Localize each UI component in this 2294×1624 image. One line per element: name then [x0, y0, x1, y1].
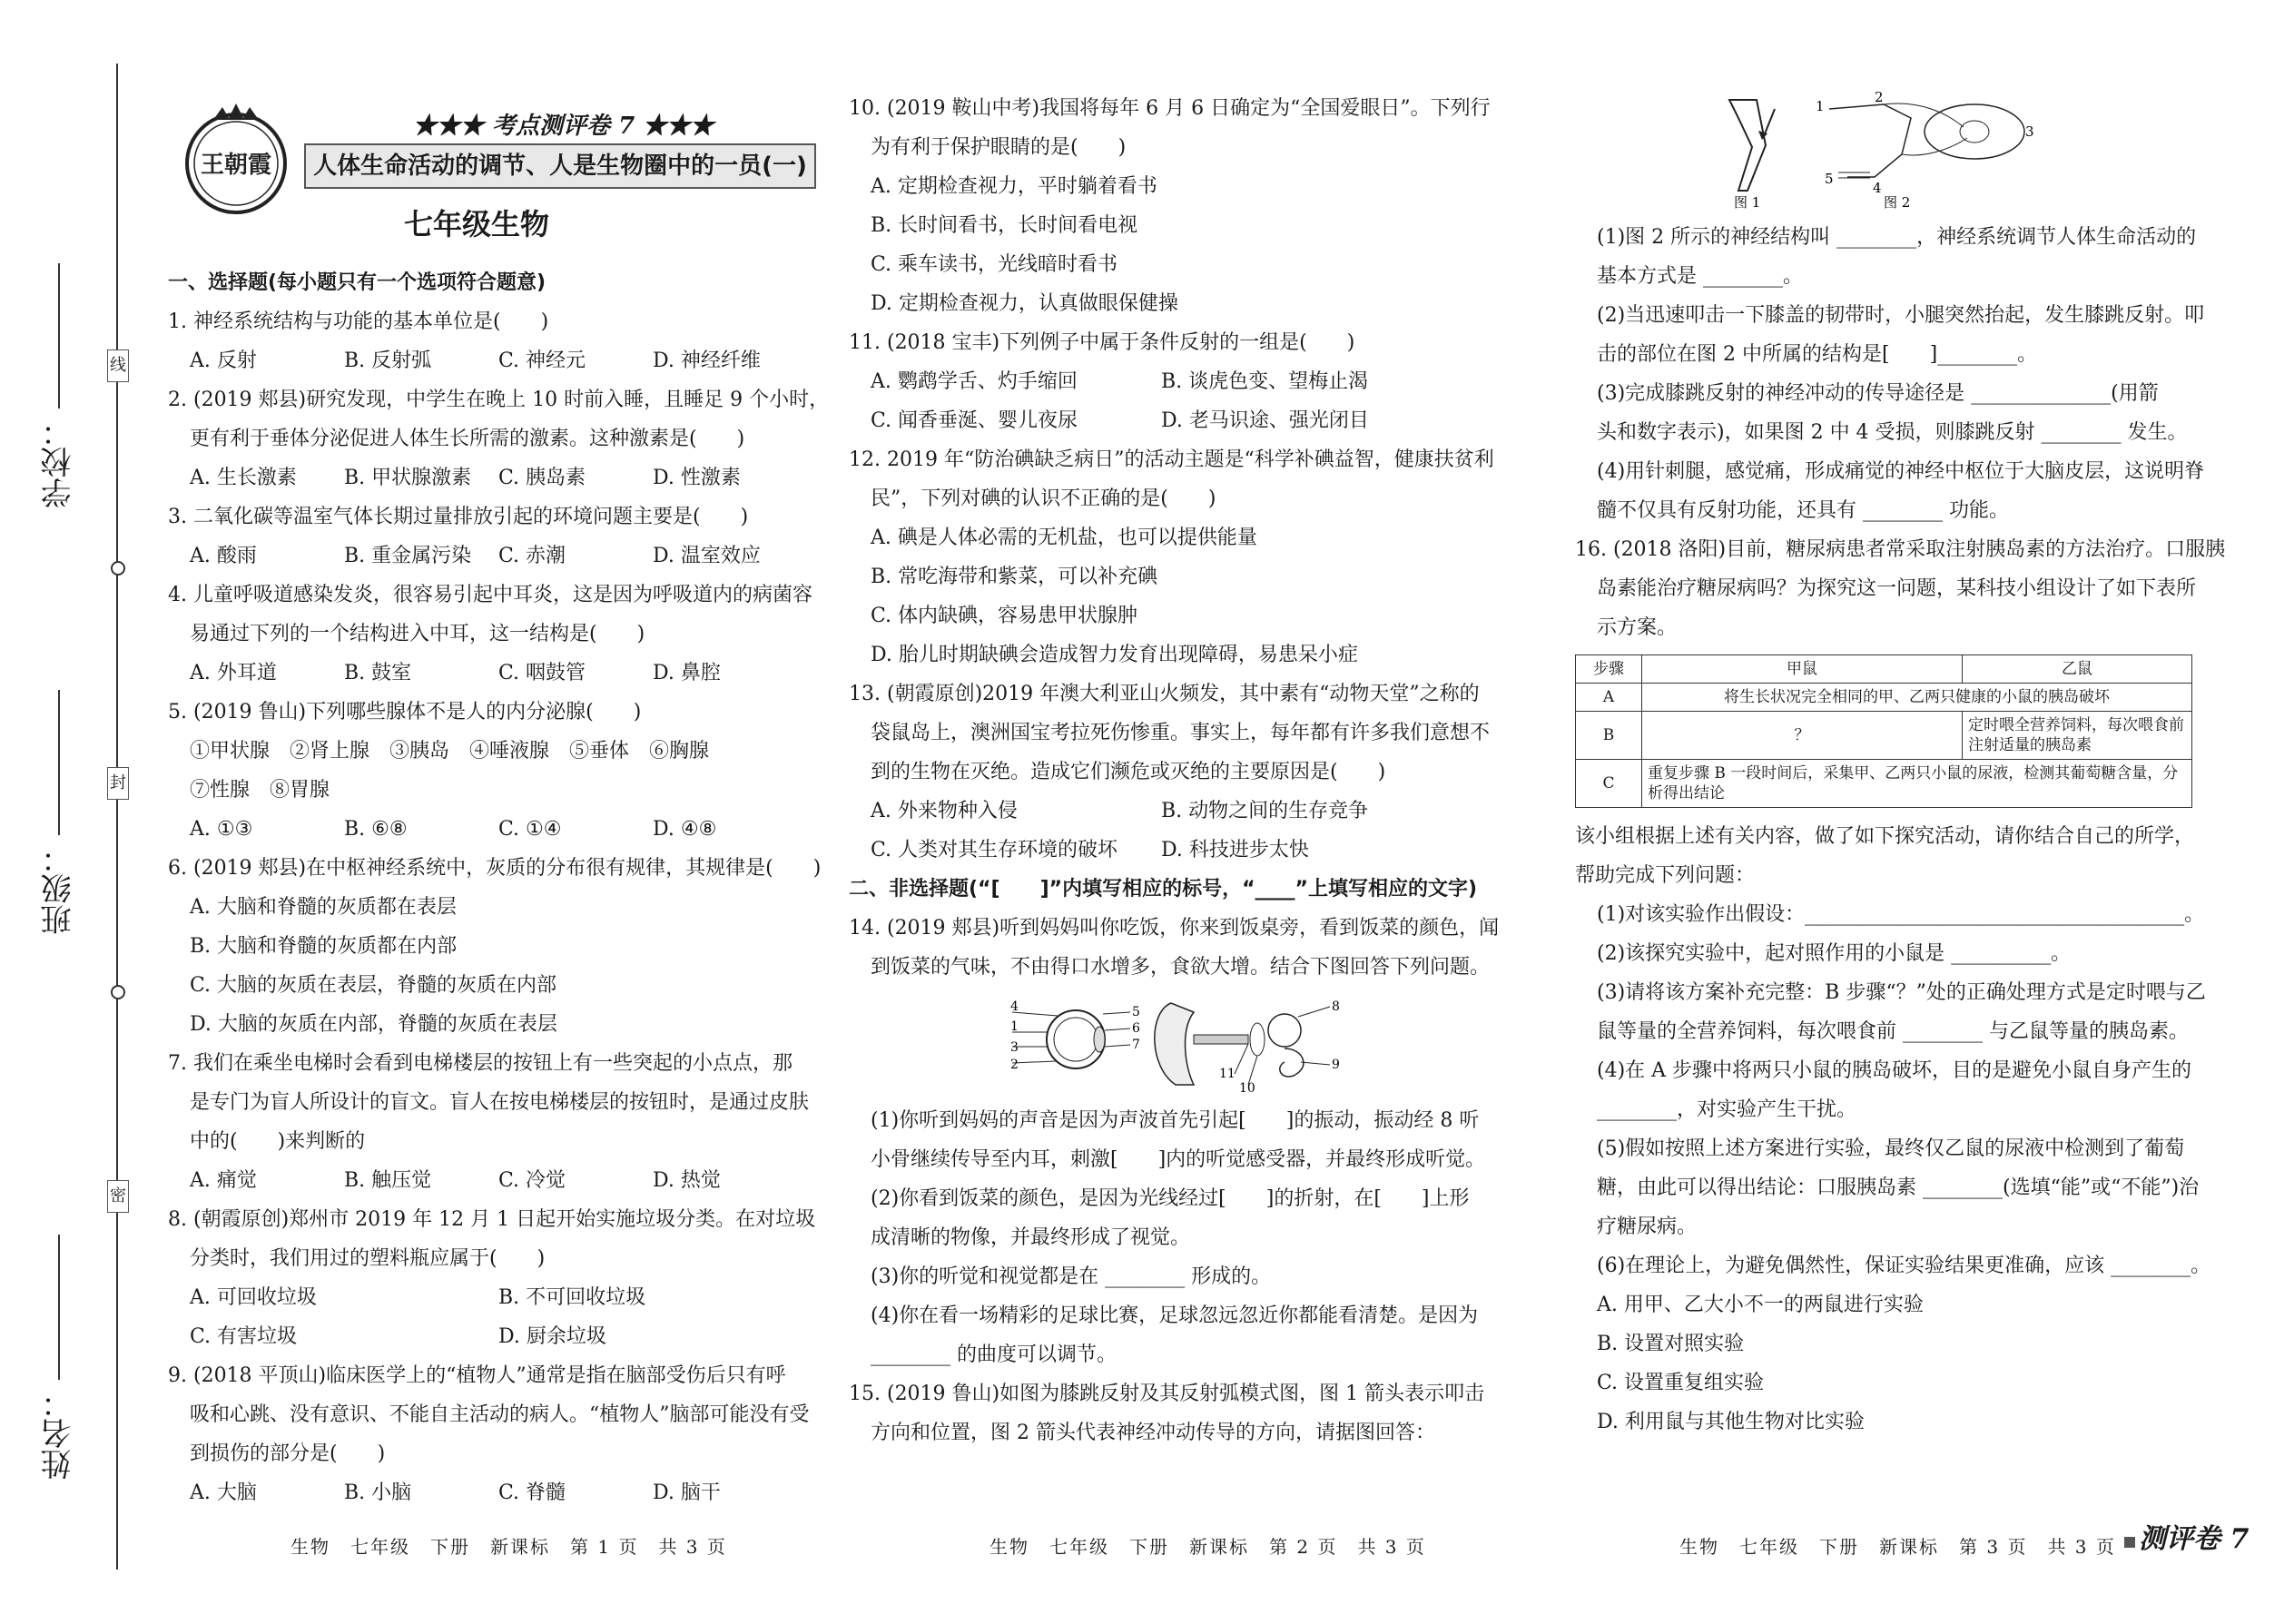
- option[interactable]: D. 神经纤维: [653, 349, 761, 372]
- reflex-label: 2: [1875, 89, 1884, 105]
- option[interactable]: C. 神经元: [498, 349, 586, 372]
- question-8-cont: 分类时，我们用过的塑料瓶应属于( ): [190, 1247, 546, 1270]
- option[interactable]: B. 谈虎色变、望梅止渴: [1161, 370, 1369, 393]
- question-13-options: [849, 792, 1511, 831]
- option[interactable]: B. 不可回收垃圾: [498, 1286, 646, 1309]
- table-row: [1576, 712, 2192, 760]
- question-16-part-4-cont: ________，对实验产生干扰。: [1597, 1098, 1857, 1121]
- option[interactable]: D. 性激素: [653, 467, 741, 489]
- table-cell: B: [1576, 712, 1642, 760]
- option[interactable]: C. 人类对其生存环境的破坏: [871, 839, 1118, 861]
- table-cell: A: [1576, 684, 1642, 712]
- question-10: 10. (2019 鞍山中考)我国将每年 6 月 6 日确定为“全国爱眼日”。下列行: [849, 97, 1491, 120]
- question-2: 2. (2019 郏县)研究发现，中学生在晚上 10 时前入睡，且睡足 9 个小时，: [168, 389, 830, 411]
- option[interactable]: C. 胰岛素: [498, 467, 586, 489]
- binding-hole: [111, 561, 125, 576]
- option[interactable]: D. 利用鼠与其他生物对比实验: [1597, 1411, 1865, 1433]
- option[interactable]: A. 碘是人体必需的无机盐，也可以提供能量: [871, 527, 1257, 549]
- question-13-options: [849, 831, 1511, 870]
- col1-body: [168, 263, 830, 1512]
- option[interactable]: B. 小脑: [344, 1481, 412, 1504]
- ear-label: 10: [1239, 1081, 1255, 1096]
- table-row: [1576, 684, 2192, 712]
- cut-word-xian: 线: [107, 349, 129, 382]
- question-8-options: [168, 1317, 822, 1356]
- table-cell: 重复步骤 B 一段时间后，采集甲、乙两只小鼠的尿液，检测其葡萄糖含量，分析得出结论: [1642, 760, 2192, 808]
- eye-label: 6: [1132, 1021, 1140, 1036]
- question-15-part-1-cont: 基本方式是 ________。: [1597, 265, 1803, 288]
- option[interactable]: B. 触压觉: [344, 1169, 432, 1192]
- binding-line: [116, 64, 118, 1570]
- option[interactable]: D. ④⑧: [653, 818, 717, 841]
- table-row: [1576, 760, 2192, 808]
- option[interactable]: B. 鼓室: [344, 662, 412, 684]
- question-9-options: [168, 1473, 822, 1512]
- class-line: [58, 690, 60, 835]
- question-5: 5. (2019 鲁山)下列哪些腺体不是人的内分泌腺( ): [168, 701, 642, 723]
- option[interactable]: A. 反射: [190, 349, 257, 372]
- question-9-cont: 到损伤的部分是( ): [190, 1442, 386, 1465]
- cut-word-mi: 密: [107, 1180, 129, 1213]
- option[interactable]: D. 脑干: [653, 1481, 721, 1504]
- option[interactable]: D. 厨余垃圾: [498, 1325, 606, 1348]
- question-14-part-4[interactable]: (4)你在看一场精彩的足球比赛，足球忽远忽近你都能看清楚。是因为: [871, 1304, 1479, 1327]
- fig-caption: 图 2: [1884, 194, 1911, 211]
- section-2-heading: 二、非选择题(“[ ]”内填写相应的标号，“____”上填写相应的文字): [849, 878, 1478, 901]
- question-12: 12. 2019 年“防治碘缺乏病日”的活动主题是“科学补碘益智，健康扶贫利: [849, 448, 1494, 471]
- eye-ear-diagram: [1012, 994, 1375, 1094]
- option[interactable]: B. 设置对照实验: [1597, 1333, 1745, 1355]
- school-label: 学校：: [41, 416, 77, 508]
- question-16-intro-cont: 帮助完成下列问题：: [1575, 864, 1756, 887]
- option[interactable]: A. 鹦鹉学舌、灼手缩回: [871, 370, 1078, 393]
- badge-text: 测评卷 7: [2139, 1523, 2250, 1555]
- option[interactable]: B. 动物之间的生存竞争: [1161, 800, 1369, 822]
- question-15-part-1[interactable]: (1)图 2 所示的神经结构叫 ________，神经系统调节人体生命活动的: [1597, 226, 2197, 249]
- option[interactable]: D. 大脑的灰质在内部，脊髓的灰质在表层: [190, 1013, 557, 1036]
- option[interactable]: D. 鼻腔: [653, 662, 721, 684]
- option[interactable]: C. 大脑的灰质在表层，脊髓的灰质在内部: [190, 974, 557, 997]
- question-16-part-5[interactable]: (5)假如按照上述方案进行实验，最终仅乙鼠的尿液中检测到了葡萄: [1597, 1137, 2185, 1160]
- question-7-options: [168, 1161, 822, 1200]
- option[interactable]: B. ⑥⑧: [344, 818, 408, 841]
- question-4-options: [168, 654, 822, 693]
- question-16-part-5-cont: 疗糖尿病。: [1597, 1216, 1698, 1238]
- school-line: [58, 263, 60, 408]
- question-16-cont: 示方案。: [1597, 616, 1678, 639]
- grade-title: 七年级生物: [404, 207, 550, 241]
- column-1: [168, 0, 830, 1504]
- table-cell: C: [1576, 760, 1642, 808]
- question-12-cont: 民”，下列对碘的认识不正确的是( ): [871, 487, 1216, 510]
- logo-text: 王朝霞: [200, 152, 272, 179]
- exam-badge: [2124, 1516, 2249, 1556]
- option[interactable]: A. 生长激素: [190, 467, 297, 489]
- option[interactable]: A. 大脑: [190, 1481, 257, 1504]
- reflex-label: 5: [1825, 171, 1834, 187]
- question-8-options: [168, 1278, 822, 1317]
- table-header: 甲鼠: [1642, 655, 1963, 684]
- question-16-part-1[interactable]: (1)对该实验作出假设：______________________________________。: [1597, 903, 2205, 926]
- question-16-cont: 岛素能治疗糖尿病吗？为探究这一问题，某科技小组设计了如下表所: [1597, 577, 2197, 600]
- question-3: 3. 二氧化碳等温室气体长期过量排放引起的环境问题主要是( ): [168, 506, 749, 528]
- question-14-part-2-cont: 成清晰的物像，并最终形成了视觉。: [871, 1226, 1191, 1249]
- option[interactable]: A. 外来物种入侵: [871, 800, 1018, 822]
- question-11-options: [849, 401, 1511, 440]
- question-16-intro: 该小组根据上述有关内容，做了如下探究活动，请你结合自己的所学，: [1575, 825, 2195, 848]
- option[interactable]: A. ①③: [190, 818, 253, 841]
- experiment-table: [1575, 655, 2192, 808]
- option[interactable]: B. 大脑和脊髓的灰质都在内部: [190, 935, 458, 958]
- question-7: 7. 我们在乘坐电梯时会看到电梯楼层的按钮上有一些突起的小点点，那: [168, 1052, 793, 1075]
- option[interactable]: A. 可回收垃圾: [190, 1286, 317, 1309]
- page-footer-2: 生物 七年级 下册 新课标 第 2 页 共 3 页: [989, 1536, 1426, 1558]
- option[interactable]: C. 咽鼓管: [498, 662, 586, 684]
- ear-label: 11: [1219, 1067, 1236, 1081]
- question-14: 14. (2019 郏县)听到妈妈叫你吃饭，你来到饭桌旁，看到饭菜的颜色，闻: [849, 917, 1500, 940]
- eye-label: 4: [1010, 999, 1019, 1014]
- name-label: 姓名：: [41, 1387, 77, 1480]
- option[interactable]: A. 外耳道: [190, 662, 277, 684]
- col3-body: [1575, 218, 2226, 1442]
- option[interactable]: C. ①④: [498, 818, 562, 841]
- table-header: 步骤: [1576, 655, 1642, 684]
- question-15-part-3[interactable]: (3)完成膝跳反射的神经冲动的传导途径是 ______________(用箭: [1597, 382, 2159, 405]
- eye-label: 5: [1132, 1005, 1140, 1019]
- cut-word-feng: 封: [107, 767, 129, 800]
- question-15-part-4-cont: 髓不仅具有反射功能，还具有 ________ 功能。: [1597, 499, 2009, 522]
- ear-label: 8: [1332, 999, 1340, 1014]
- question-16: 16. (2018 洛阳)目前，糖尿病患者常采取注射胰岛素的方法治疗。口服胰: [1575, 538, 2226, 561]
- table-cell: 将生长状况完全相同的甲、乙两只健康的小鼠的胰岛破坏: [1642, 684, 2192, 712]
- eye-label: 3: [1010, 1040, 1019, 1055]
- name-field[interactable]: [36, 1235, 91, 1480]
- school-field[interactable]: [36, 263, 91, 508]
- question-14-part-4-cont: ________ 的曲度可以调节。: [871, 1343, 1117, 1366]
- option[interactable]: C. 赤潮: [498, 545, 566, 567]
- option[interactable]: D. 定期检查视力，认真做眼保健操: [871, 292, 1178, 315]
- leg-figure: [1729, 100, 1775, 211]
- option[interactable]: B. 常吃海带和紫菜，可以补充碘: [871, 566, 1158, 588]
- reflex-label: 3: [2025, 123, 2034, 140]
- reflex-label: 1: [1816, 98, 1825, 114]
- option[interactable]: B. 重金属污染: [344, 545, 472, 567]
- question-16-part-2[interactable]: (2)该探究实验中，起对照作用的小鼠是 __________。: [1597, 942, 2072, 965]
- question-6: 6. (2019 郏县)在中枢神经系统中，灰质的分布很有规律，其规律是( ): [168, 857, 822, 880]
- question-15-part-3-cont: 头和数字表示)，如果图 2 中 4 受损，则膝跳反射 ________ 发生。: [1597, 421, 2188, 444]
- question-15-cont: 方向和位置，图 2 箭头代表神经冲动传导的方向，请据图回答：: [871, 1422, 1435, 1444]
- option[interactable]: C. 有害垃圾: [190, 1325, 298, 1348]
- page-footer-3: 生物 七年级 下册 新课标 第 3 页 共 3 页: [1679, 1536, 2116, 1558]
- option[interactable]: B. 长时间看书，长时间看电视: [871, 214, 1138, 237]
- eye-label: 7: [1132, 1038, 1140, 1052]
- option[interactable]: B. 甲状腺激素: [344, 467, 472, 489]
- question-9-cont: 吸和心跳、没有意识、不能自主活动的病人。“植物人”脑部可能没有受: [190, 1403, 810, 1426]
- reflex-arc-figure: [1816, 89, 2034, 211]
- option[interactable]: D. 科技进步太快: [1161, 839, 1309, 861]
- question-14-part-1[interactable]: (1)你听到妈妈的声音是因为声波首先引起[ ]的振动，振动经 8 听: [871, 1109, 1480, 1132]
- table-header-row: [1576, 655, 2192, 684]
- question-14-part-2[interactable]: (2)你看到饭菜的颜色，是因为光线经过[ ]的折射，在[ ]上形: [871, 1187, 1470, 1210]
- exam-topic-banner: 人体生命活动的调节、人是生物圈中的一员(一): [304, 143, 816, 189]
- question-15-part-4[interactable]: (4)用针刺腿，感觉痛，形成痛觉的神经中枢位于大脑皮层，这说明脊: [1597, 460, 2205, 483]
- question-5-items: ①甲状腺 ②肾上腺 ③胰岛 ④唾液腺 ⑤垂体 ⑥胸腺: [190, 740, 710, 763]
- page-footer-1: 生物 七年级 下册 新课标 第 1 页 共 3 页: [290, 1536, 727, 1558]
- question-5-items-cont: ⑦性腺 ⑧胃腺: [190, 779, 330, 802]
- option[interactable]: C. 乘车读书，光线暗时看书: [871, 253, 1118, 276]
- question-2-cont: 更有利于垂体分泌促进人体生长所需的激素。这种激素是( ): [190, 428, 745, 450]
- col2-body: [849, 89, 1511, 1452]
- eye-label: 1: [1010, 1019, 1019, 1034]
- option[interactable]: C. 设置重复组实验: [1597, 1372, 1765, 1394]
- question-14-part-3[interactable]: (3)你的听觉和视觉都是在 ________ 形成的。: [871, 1265, 1272, 1288]
- question-11-options: [849, 362, 1511, 401]
- fig-caption: 图 1: [1734, 194, 1761, 211]
- option[interactable]: A. 酸雨: [190, 545, 257, 567]
- binding-margin: [0, 0, 154, 1624]
- option[interactable]: A. 定期检查视力，平时躺着看书: [871, 175, 1157, 198]
- question-15-part-2[interactable]: (2)当迅速叩击一下膝盖的韧带时，小腿突然抬起，发生膝跳反射。叩: [1597, 304, 2205, 327]
- binding-hole: [111, 985, 125, 999]
- section-1-heading: 一、选择题(每小题只有一个选项符合题意): [168, 271, 546, 294]
- reflex-label: 4: [1873, 180, 1882, 196]
- question-16-part-4[interactable]: (4)在 A 步骤中将两只小鼠的胰岛破坏，目的是避免小鼠自身产生的: [1597, 1059, 2192, 1082]
- option[interactable]: D. 胎儿时期缺碘会造成智力发育出现障碍，易患呆小症: [871, 644, 1358, 666]
- question-13-cont: 袋鼠岛上，澳洲国宝考拉死伤惨重。事实上，每年都有许多我们意想不: [871, 722, 1491, 744]
- brand-logo: [172, 100, 300, 218]
- badge-square-icon: [2124, 1537, 2135, 1548]
- eye-label: 2: [1010, 1058, 1019, 1072]
- table-header: 乙鼠: [1963, 655, 2192, 684]
- question-10-cont: 为有利于保护眼睛的是( ): [871, 136, 1127, 159]
- option[interactable]: C. 脊髓: [498, 1481, 566, 1504]
- question-2-options: [168, 458, 822, 497]
- question-16-part-3[interactable]: (3)请将该方案补充完整：B 步骤“？”处的正确处理方式是定时喂与乙: [1597, 981, 2206, 1004]
- question-4-cont: 易通过下列的一个结构进入中耳，这一结构是( ): [190, 623, 645, 645]
- table-cell-unknown: ？: [1642, 712, 1963, 760]
- option[interactable]: D. 老马识途、强光闭目: [1161, 409, 1369, 432]
- question-7-cont: 是专门为盲人所设计的盲文。盲人在按电梯楼层的按钮时，是通过皮肤: [190, 1091, 810, 1114]
- name-line: [58, 1235, 60, 1380]
- question-13: 13. (朝霞原创)2019 年澳大利亚山火频发，其中素有“动物天堂”之称的: [849, 683, 1480, 705]
- question-15: 15. (2019 鲁山)如图为膝跳反射及其反射弧模式图，图 1 箭头表示叩击: [849, 1383, 1485, 1405]
- question-1: 1. 神经系统结构与功能的基本单位是( ): [168, 310, 549, 333]
- question-13-cont: 到的生物在灭绝。造成它们濒危或灭绝的主要原因是( ): [871, 761, 1386, 783]
- question-16-part-3-cont: 鼠等量的全营养饲料，每次喂食前 ________ 与乙鼠等量的胰岛素。: [1597, 1020, 2189, 1043]
- option[interactable]: D. 温室效应: [653, 545, 761, 567]
- question-14-part-1-cont: 小骨继续传导至内耳，刺激[ ]内的听觉感受器，并最终形成听觉。: [871, 1148, 1486, 1171]
- question-8: 8. (朝霞原创)郑州市 2019 年 12 月 1 日起开始实施垃圾分类。在对垃圾: [168, 1208, 816, 1231]
- question-15-part-2-cont: 击的部位在图 2 中所属的结构是[ ]________。: [1597, 343, 2038, 366]
- option[interactable]: A. 用甲、乙大小不一的两鼠进行实验: [1597, 1294, 1924, 1316]
- question-16-part-5-cont: 糖，由此可以得出结论：口服胰岛素 ________(选填“能”或“不能”)治: [1597, 1176, 2200, 1199]
- knee-reflex-diagram: [1702, 89, 2034, 211]
- option[interactable]: D. 热觉: [653, 1169, 721, 1192]
- question-16-part-6[interactable]: (6)在理论上，为避免偶然性，保证实验结果更准确，应该 ________。: [1597, 1255, 2211, 1277]
- option[interactable]: C. 体内缺碘，容易患甲状腺肿: [871, 605, 1138, 627]
- question-3-options: [168, 536, 822, 576]
- exam-series-title: ★★★ 考点测评卷 7 ★★★: [413, 113, 714, 140]
- question-1-options: [168, 341, 822, 380]
- option[interactable]: B. 反射弧: [344, 349, 432, 372]
- ear-label: 9: [1332, 1058, 1340, 1072]
- class-field[interactable]: [36, 690, 91, 935]
- table-cell: 定时喂全营养饲料，每次喂食前注射适量的胰岛素: [1963, 712, 2192, 760]
- question-11: 11. (2018 宝丰)下列例子中属于条件反射的一组是( ): [849, 331, 1355, 354]
- question-4: 4. 儿童呼吸道感染发炎，很容易引起中耳炎，这是因为呼吸道内的病菌容: [168, 584, 812, 606]
- question-9: 9. (2018 平顶山)临床医学上的“植物人”通常是指在脑部受伤后只有呼: [168, 1364, 786, 1387]
- question-14-cont: 到饭菜的气味，不由得口水增多，食欲大增。结合下图回答下列问题。: [871, 956, 1491, 979]
- option[interactable]: A. 痛觉: [190, 1169, 257, 1192]
- eye-diagram: [1010, 999, 1140, 1072]
- question-5-options: [168, 810, 822, 849]
- question-7-cont: 中的( )来判断的: [190, 1130, 366, 1153]
- option[interactable]: C. 冷觉: [498, 1169, 566, 1192]
- class-label: 班级：: [41, 842, 77, 935]
- option[interactable]: C. 闻香垂涎、婴儿夜尿: [871, 409, 1078, 432]
- option[interactable]: A. 大脑和脊髓的灰质都在表层: [190, 896, 457, 919]
- page-header: [168, 0, 822, 245]
- ear-diagram: [1155, 999, 1340, 1096]
